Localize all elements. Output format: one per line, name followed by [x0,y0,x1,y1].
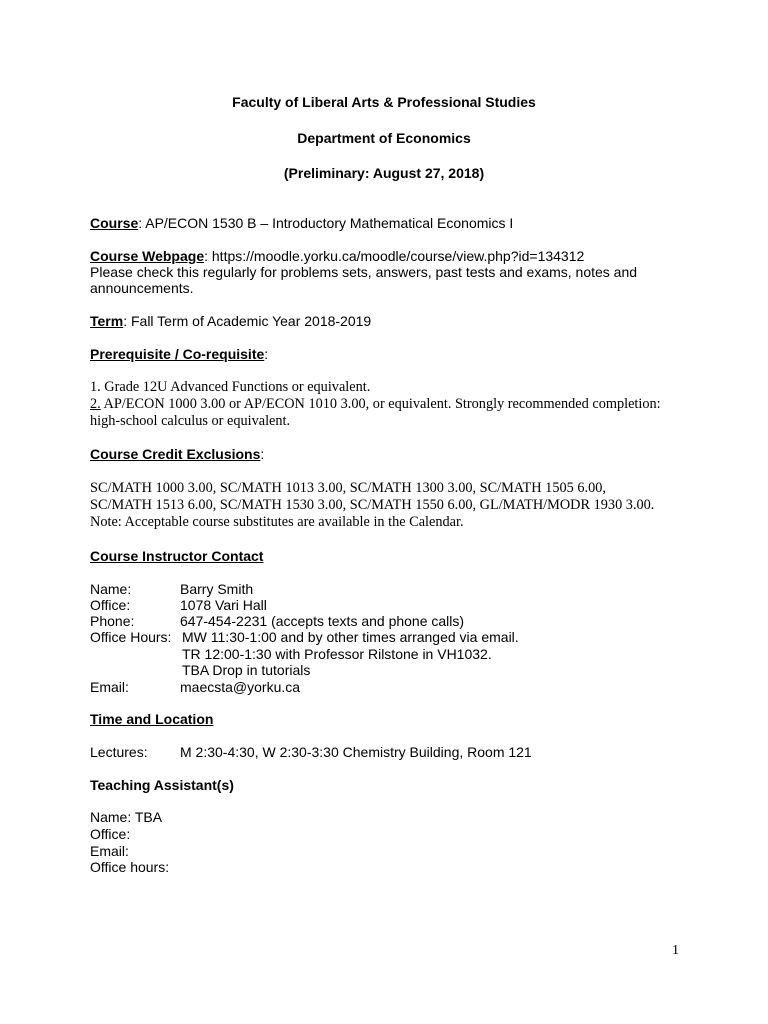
exclusions-heading: Course Credit Exclusions [90,446,261,462]
instructor-office-row: Office: 1078 Vari Hall [90,597,267,613]
webpage-note-line1: Please check this regularly for problems sets, answers, past tests and exams, notes and [90,264,638,280]
instructor-email-row: Email: maecsta@yorku.ca [90,679,301,695]
prereq-item-1: 1. Grade 12U Advanced Functions or equivalent. [90,379,371,395]
prereq-heading: Prerequisite / Co-requisite [90,346,265,362]
instructor-heading: Course Instructor Contact [90,548,264,564]
instructor-name-row: Name: Barry Smith [90,581,254,597]
webpage-label: Course Webpage [90,248,205,264]
lectures-row: Lectures: M 2:30-4:30, W 2:30-3:30 Chemistry Building, Room 121 [90,744,532,760]
ta-name: Name: TBA [90,809,163,825]
instructor-hours-2: TR 12:00-1:30 with Professor Rilstone in VH1032. [182,646,492,662]
exclusions-line-1: SC/MATH 1000 3.00, SC/MATH 1013 3.00, SC/MATH 1300 3.00, SC/MATH 1505 6.00, [90,480,606,496]
ta-heading: Teaching Assistant(s) [90,777,234,793]
instructor-phone: 647-454-2231 (accepts texts and phone calls) [180,613,465,629]
exclusions-heading-line: Course Credit Exclusions: [90,446,265,462]
faculty-title: Faculty of Liberal Arts & Professional Studies [232,94,536,110]
prereq-item-2: 2. AP/ECON 1000 3.00 or AP/ECON 1010 3.00, or equivalent. Strongly recommended completion: [90,396,661,412]
lectures-value: M 2:30-4:30, W 2:30-3:30 Chemistry Building, Room 121 [180,744,532,760]
term-line [90,313,371,329]
webpage-note-line2: announcements. [90,280,194,296]
instructor-hours-1: MW 11:30-1:00 and by other times arranged via email. [182,629,519,645]
course-line [90,215,513,231]
webpage-url[interactable]: : https://moodle.yorku.ca/moodle/course/view.php?id=134312 [204,248,585,264]
ta-office-hours: Office hours: [90,859,170,875]
course-value: : AP/ECON 1530 B – Introductory Mathematical Economics I [138,215,514,231]
term-value: : Fall Term of Academic Year 2018-2019 [123,313,372,329]
preliminary-date: (Preliminary: August 27, 2018) [283,165,485,181]
instructor-hours-3: TBA Drop in tutorials [182,662,311,678]
webpage-line [90,248,584,264]
instructor-hours-row: Office Hours: [90,629,172,645]
prereq-item-2-cont: high-school calculus or equivalent. [90,413,291,429]
ta-office: Office: [90,826,131,842]
time-location-heading: Time and Location [90,711,214,727]
exclusions-note: Note: Acceptable course substitutes are available in the Calendar. [90,514,464,530]
instructor-email[interactable]: maecsta@yorku.ca [180,679,301,695]
ta-email: Email: [90,843,129,859]
instructor-phone-row: Phone: 647-454-2231 (accepts texts and phone calls) [90,613,465,629]
instructor-office: 1078 Vari Hall [180,597,267,613]
term-label: Term [90,313,124,329]
course-label: Course [90,215,139,231]
instructor-name: Barry Smith [180,581,254,597]
department-title: Department of Economics [297,130,471,146]
page-number: 1 [672,943,679,958]
prereq-heading-line: Prerequisite / Co-requisite: [90,346,269,362]
exclusions-line-2: SC/MATH 1513 6.00, SC/MATH 1530 3.00, SC/MATH 1550 6.00, GL/MATH/MODR 1930 3.00. [90,497,655,513]
